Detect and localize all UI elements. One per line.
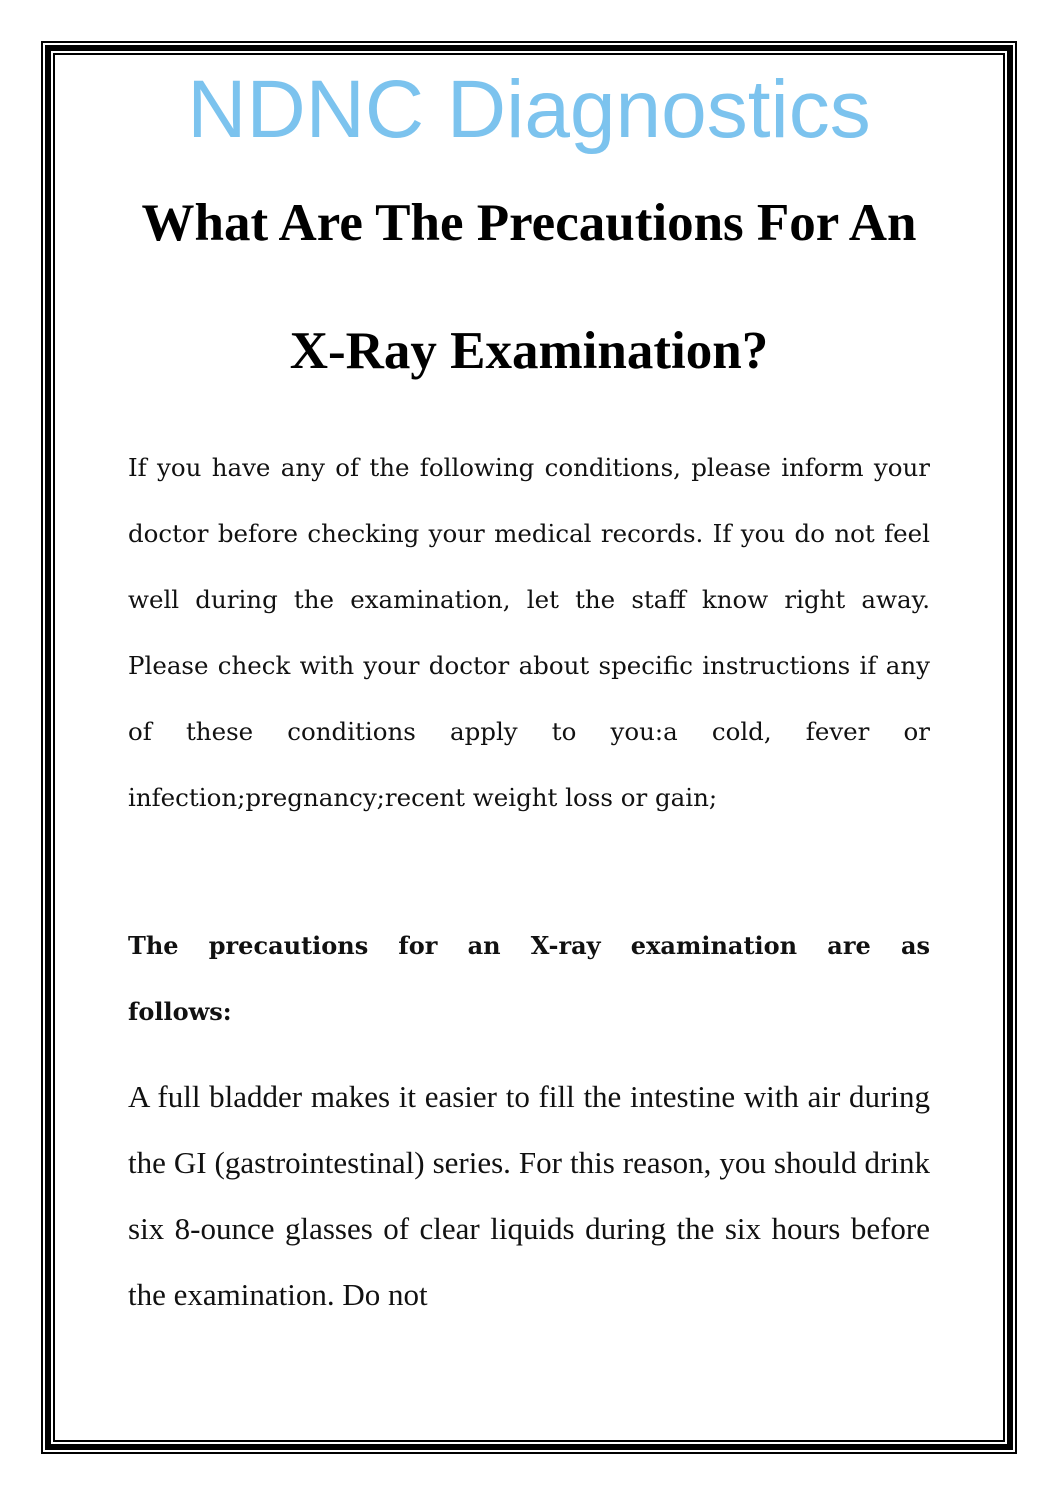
- precautions-subheading: The precautions for an X-ray examination are as follows:: [128, 931, 930, 1026]
- intro-paragraph: If you have any of the following conditions, please inform your doctor before checking your medical records. If you do not feel well during the examination, let the staff know right away. Please check with your doctor about specific instructions if any of these conditions apply to you:a cold, fever or infection;pregnancy;recent weight loss or gain;: [128, 453, 930, 812]
- brand-logo: NDNC Diagnostics: [187, 64, 871, 155]
- precautions-paragraph: A full bladder makes it easier to fill the intestine with air during the GI (gastrointestinal) series. For this reason, you should drink six 8-ounce glasses of clear liquids during the six hours before the examination. Do not: [128, 1079, 930, 1312]
- page-title-line-2: X-Ray Examination?: [289, 322, 769, 380]
- page-title-line-1: What Are The Precautions For An: [141, 194, 917, 252]
